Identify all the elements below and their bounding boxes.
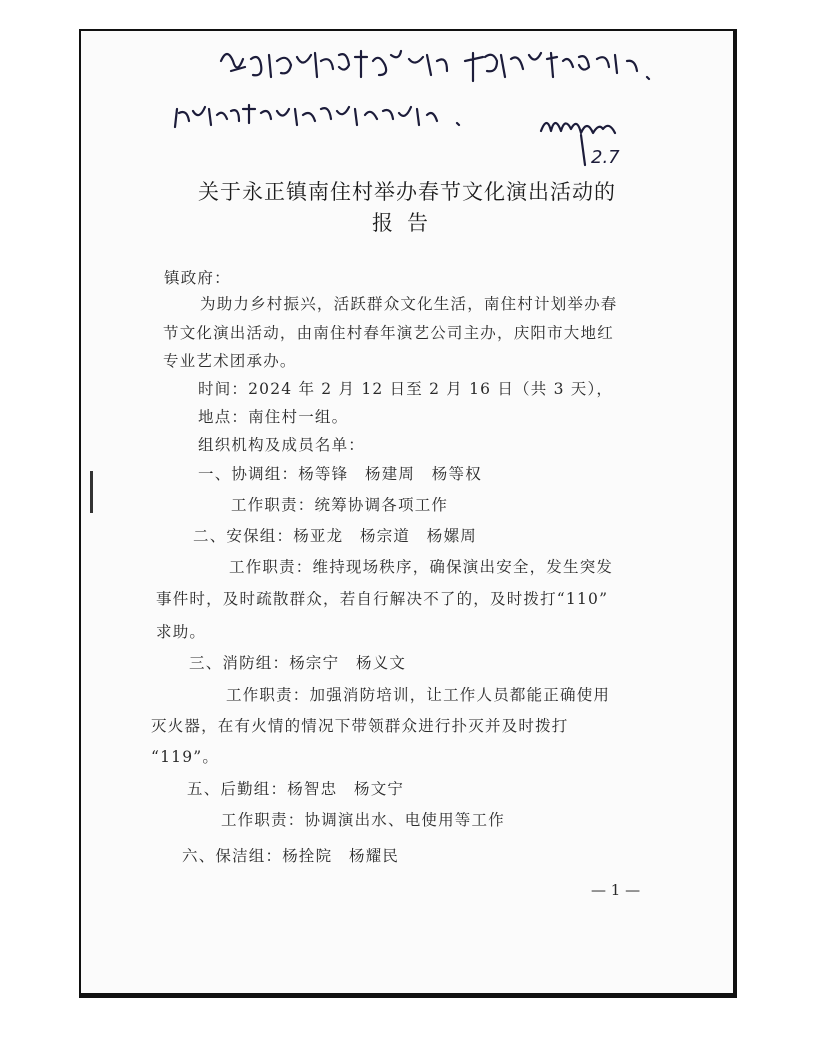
body-line: 工作职责：加强消防培训，让工作人员都能正确使用 <box>226 686 611 704</box>
document-title-line2: 报告 <box>372 211 442 235</box>
body-line: 工作职责：协调演出水、电使用等工作 <box>221 811 505 829</box>
body-line: “119”。 <box>151 748 220 766</box>
handwritten-annotation <box>81 31 733 181</box>
body-line: 地点：南住村一组。 <box>198 408 349 426</box>
body-line: 六、保洁组：杨拴院 杨耀民 <box>182 847 400 865</box>
signature-date: 2.7 <box>591 147 620 168</box>
body-line: 节文化演出活动，由南住村春年演艺公司主办，庆阳市大地红 <box>163 324 614 342</box>
scan-frame <box>79 29 737 998</box>
binding-mark <box>90 471 93 513</box>
body-line: 求助。 <box>156 623 207 641</box>
body-line: 工作职责：统筹协调各项工作 <box>231 496 449 514</box>
body-line: 专业艺术团承办。 <box>163 352 297 370</box>
body-line: 三、消防组：杨宗宁 杨义文 <box>189 654 407 672</box>
document-page <box>81 31 733 993</box>
body-line: 事件时，及时疏散群众，若自行解决不了的，及时拨打“110” <box>156 590 609 608</box>
body-line: 五、后勤组：杨智忠 杨文宁 <box>187 780 405 798</box>
body-line: 一、协调组：杨等锋 杨建周 杨等权 <box>198 465 482 483</box>
document-title: 关于永正镇南住村举办春节文化演出活动的 <box>198 180 616 204</box>
salutation: 镇政府： <box>164 269 231 287</box>
body-line: 二、安保组：杨亚龙 杨宗道 杨嫘周 <box>193 527 477 545</box>
body-line: 组织机构及成员名单： <box>198 436 366 454</box>
body-line: 工作职责：维持现场秩序，确保演出安全，发生突发 <box>229 558 614 576</box>
body-line: 时间：2024 年 2 月 12 日至 2 月 16 日（共 3 天）， <box>198 380 614 398</box>
body-line: 灭火器，在有火情的情况下带领群众进行扑灭并及时拨打 <box>151 717 569 735</box>
body-line: 为助力乡村振兴，活跃群众文化生活，南住村计划举办春 <box>200 295 618 313</box>
page-number: — 1 — <box>591 881 641 899</box>
